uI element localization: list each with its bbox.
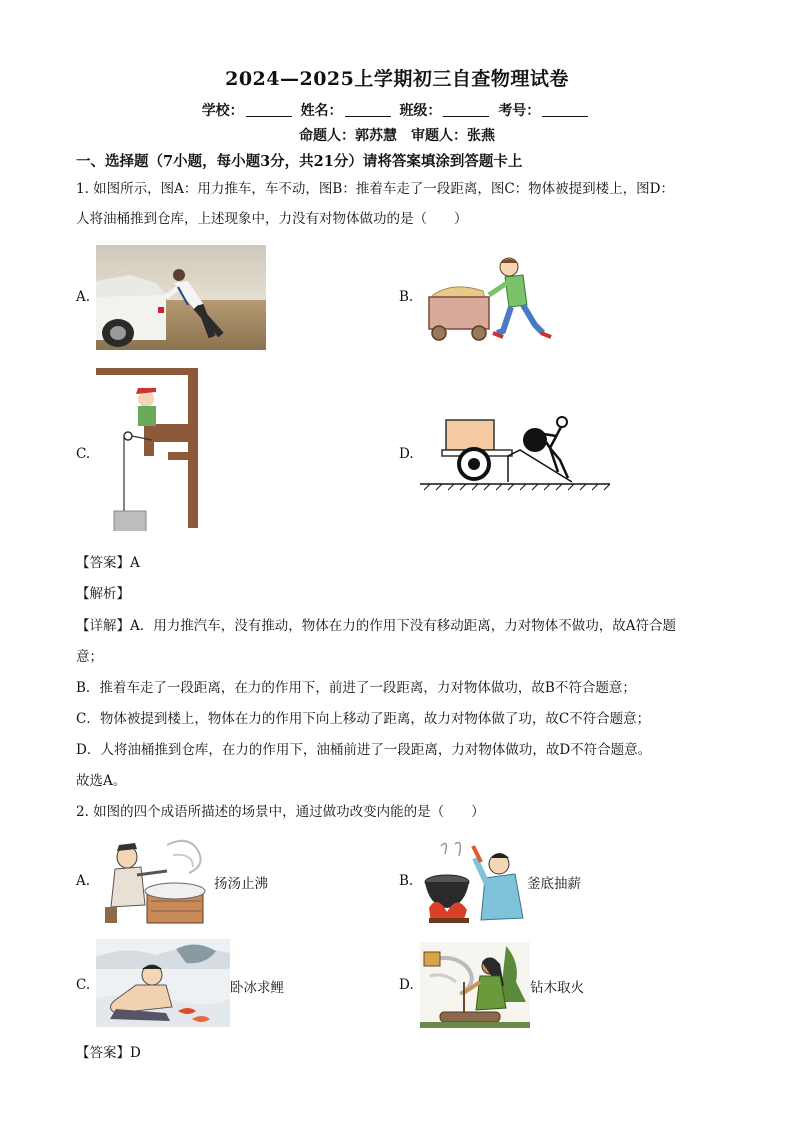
- q2-figure-a-stir-soup: [97, 835, 212, 927]
- school-blank: [246, 104, 292, 117]
- q2-stem: 2. 如图的四个成语所描述的场景中，通过做功改变内能的是（ ）: [76, 804, 485, 820]
- exam-no-label: 考号：: [498, 103, 541, 119]
- q2-caption-a: 扬汤止沸: [214, 876, 268, 892]
- q1-detail-b: B．推着车走了一段距离，在力的作用下，前进了一段距离，力对物体做功，故B不符合题意；: [76, 680, 636, 696]
- q1-figure-b-push-cart: [423, 253, 558, 345]
- q1-detail-c: C．物体被提到楼上，物体在力的作用下向上移动了距离，故力对物体做了功，故C不符合题意；: [76, 711, 651, 727]
- name-blank: [345, 104, 391, 117]
- q1-figure-c-pulley-lift: [96, 366, 202, 531]
- detail-tag: 【详解】: [76, 618, 130, 634]
- q1-option-a-label: A.: [76, 289, 91, 305]
- q2-option-c-label: C.: [76, 977, 91, 993]
- q1-option-b-label: B.: [399, 289, 414, 305]
- school-label: 学校：: [201, 103, 244, 119]
- q2-figure-c-lie-on-ice: [96, 939, 230, 1027]
- q2-caption-d: 钻木取火: [530, 980, 584, 996]
- q2-option-d-label: D.: [399, 977, 414, 993]
- q2-figure-d-drill-wood-fire: [420, 942, 530, 1028]
- answer-tag: 【答案】: [76, 555, 130, 571]
- q1-detail-a: [76, 616, 676, 636]
- q1-answer-value: A: [130, 555, 140, 571]
- q1-figure-a-push-car: [96, 245, 266, 350]
- q1-answer: [76, 553, 140, 573]
- section-heading: 一、选择题（7小题，每小题3分，共21分）请将答案填涂到答题卡上: [76, 153, 523, 170]
- name-label: 姓名：: [300, 103, 343, 119]
- q1-stem-line2: 人将油桶推到仓库，上述现象中，力没有对物体做功的是（ ）: [76, 211, 468, 227]
- q1-detail-a-text: A．用力推汽车，没有推动，物体在力的作用下没有移动距离，力对物体不做功，故A符合题: [130, 618, 676, 634]
- q1-figure-d-push-barrel: [420, 412, 615, 492]
- q2-caption-b: 釜底抽薪: [527, 876, 581, 892]
- q1-option-c-label: C.: [76, 446, 91, 462]
- exam-no-blank: [542, 104, 588, 117]
- class-blank: [443, 104, 489, 117]
- q1-detail-a-cont: 意；: [76, 649, 103, 665]
- answer-tag: 【答案】: [76, 1045, 130, 1061]
- class-label: 班级：: [399, 103, 442, 119]
- q1-option-d-label: D.: [399, 446, 414, 462]
- q2-answer-value: D: [130, 1045, 141, 1061]
- q1-conclusion: 故选A。: [76, 773, 127, 789]
- exam-title: 2024—2025上学期初三自查物理试卷: [225, 68, 569, 90]
- q2-caption-c: 卧冰求鲤: [230, 980, 284, 996]
- q2-option-a-label: A.: [76, 873, 91, 889]
- authors-line: 命题人：郭苏慧 审题人：张燕: [299, 128, 495, 144]
- q1-stem-line1: 1. 如图所示，图A：用力推车，车不动，图B：推着车走了一段距离，图C：物体被提到楼上，图D：: [76, 181, 674, 197]
- student-info-line: [0, 100, 794, 120]
- q2-answer: [76, 1043, 141, 1063]
- q1-analysis-tag: 【解析】: [76, 586, 130, 602]
- q1-detail-d: D．人将油桶推到仓库，在力的作用下，油桶前进了一段距离，力对物体做功，故D不符合题意。: [76, 742, 652, 758]
- q2-figure-b-remove-firewood: [419, 838, 527, 926]
- q2-option-b-label: B.: [399, 873, 414, 889]
